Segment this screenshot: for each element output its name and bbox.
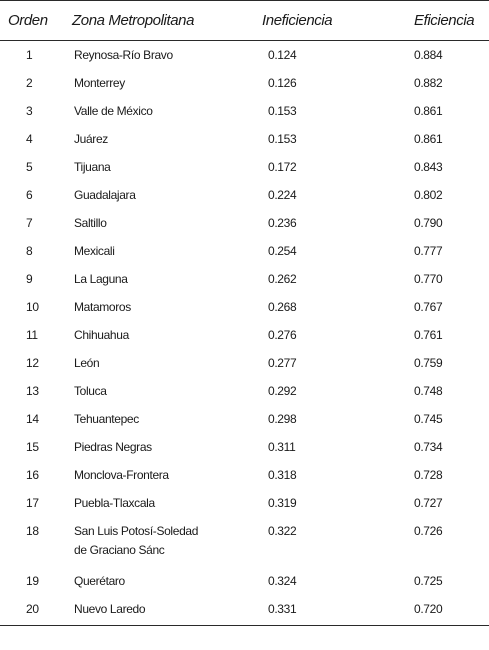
table-row [0, 377, 489, 405]
cell-zona: Tehuantepec [74, 412, 139, 426]
cell-zona: Juárez [74, 132, 108, 146]
cell-ineficiencia: 0.311 [268, 440, 296, 454]
cell-eficiencia: 0.759 [414, 356, 443, 370]
cell-eficiencia: 0.761 [414, 328, 443, 342]
cell-ineficiencia: 0.324 [268, 574, 297, 588]
cell-ineficiencia: 0.268 [268, 300, 297, 314]
cell-eficiencia: 0.777 [414, 244, 443, 258]
cell-eficiencia: 0.725 [414, 574, 443, 588]
cell-ineficiencia: 0.277 [268, 356, 297, 370]
cell-orden: 13 [26, 384, 39, 398]
cell-orden: 17 [26, 496, 39, 510]
cell-orden: 11 [26, 328, 38, 342]
cell-eficiencia: 0.884 [414, 48, 443, 62]
cell-zona: Toluca [74, 384, 107, 398]
cell-zona: Monterrey [74, 76, 125, 90]
header-eficiencia: Eficiencia [356, 1, 489, 41]
cell-ineficiencia: 0.153 [268, 104, 297, 118]
cell-eficiencia: 0.728 [414, 468, 443, 482]
table-row [0, 125, 489, 153]
cell-orden: 7 [26, 216, 33, 230]
cell-orden: 9 [26, 272, 33, 286]
cell-zona: Querétaro [74, 574, 125, 588]
cell-orden: 2 [26, 76, 33, 90]
cell-zona: Chihuahua [74, 328, 129, 342]
cell-eficiencia: 0.726 [414, 524, 443, 538]
cell-zona: Matamoros [74, 300, 131, 314]
cell-eficiencia: 0.861 [414, 132, 443, 146]
table-row [0, 567, 489, 595]
cell-eficiencia: 0.720 [356, 595, 489, 626]
cell-ineficiencia: 0.236 [268, 216, 297, 230]
cell-ineficiencia: 0.276 [268, 328, 297, 342]
cell-ineficiencia: 0.172 [268, 160, 297, 174]
cell-eficiencia: 0.734 [414, 440, 443, 454]
cell-ineficiencia: 0.319 [268, 496, 297, 510]
cell-zona: Tijuana [74, 160, 111, 174]
cell-zona: Valle de México [74, 104, 153, 118]
cell-ineficiencia: 0.292 [268, 384, 297, 398]
table-row [0, 293, 489, 321]
header-row [0, 1, 489, 41]
table-row [0, 489, 489, 517]
cell-zona-line: de Graciano Sánc [74, 543, 165, 557]
table-row [0, 69, 489, 97]
cell-eficiencia: 0.745 [414, 412, 443, 426]
cell-eficiencia: 0.861 [414, 104, 443, 118]
header-zona-metropolitana: Zona Metropolitana [64, 1, 236, 41]
cell-zona: Reynosa-Río Bravo [74, 48, 173, 62]
cell-orden: 19 [26, 574, 39, 588]
cell-zona: Saltillo [74, 216, 107, 230]
table-row [0, 461, 489, 489]
table-row [0, 181, 489, 209]
table-row [0, 433, 489, 461]
cell-ineficiencia: 0.322 [268, 524, 297, 538]
cell-ineficiencia: 0.153 [268, 132, 297, 146]
cell-zona: La Laguna [74, 272, 128, 286]
cell-orden: 14 [26, 412, 39, 426]
cell-ineficiencia: 0.126 [268, 76, 297, 90]
cell-orden: 18 [26, 524, 39, 538]
table-row [0, 153, 489, 181]
cell-zona: Guadalajara [74, 188, 136, 202]
cell-eficiencia: 0.770 [414, 272, 443, 286]
cell-ineficiencia: 0.224 [268, 188, 297, 202]
cell-orden: 10 [26, 300, 39, 314]
cell-zona: Mexicali [74, 244, 115, 258]
table-row [0, 237, 489, 265]
cell-orden: 12 [26, 356, 39, 370]
table-body [0, 41, 489, 626]
cell-eficiencia: 0.727 [414, 496, 443, 510]
cell-ineficiencia: 0.124 [268, 48, 297, 62]
table-row [0, 405, 489, 433]
cell-orden: 4 [26, 132, 33, 146]
cell-orden: 16 [26, 468, 39, 482]
cell-orden: 20 [0, 595, 64, 626]
table-row [0, 321, 489, 349]
cell-ineficiencia: 0.254 [268, 244, 297, 258]
table-row [0, 41, 489, 70]
cell-zona: Monclova-Frontera [74, 468, 169, 482]
cell-ineficiencia: 0.331 [236, 595, 356, 626]
cell-eficiencia: 0.882 [414, 76, 443, 90]
cell-ineficiencia: 0.262 [268, 272, 297, 286]
header-orden: Orden [0, 1, 64, 41]
table-row [0, 265, 489, 293]
cell-orden: 3 [26, 104, 33, 118]
cell-zona: Puebla-Tlaxcala [74, 496, 155, 510]
cell-orden: 6 [26, 188, 33, 202]
cell-zona: Nuevo Laredo [64, 595, 236, 626]
header-ineficiencia: Ineficiencia [236, 1, 356, 41]
table-row [0, 349, 489, 377]
cell-eficiencia: 0.790 [414, 216, 443, 230]
table-header [0, 1, 489, 41]
cell-ineficiencia: 0.318 [268, 468, 297, 482]
cell-orden: 8 [26, 244, 33, 258]
table-row [0, 595, 489, 626]
cell-zona [64, 517, 236, 567]
table-row [0, 517, 489, 567]
cell-zona-line: San Luis Potosí-Soledad [74, 524, 199, 538]
cell-eficiencia: 0.843 [414, 160, 443, 174]
cell-orden: 5 [26, 160, 33, 174]
cell-eficiencia: 0.767 [414, 300, 443, 314]
cell-orden: 1 [26, 48, 33, 62]
cell-zona: Piedras Negras [74, 440, 152, 454]
cell-eficiencia: 0.748 [414, 384, 443, 398]
cell-zona: León [74, 356, 100, 370]
cell-ineficiencia: 0.298 [268, 412, 297, 426]
cell-orden: 15 [26, 440, 39, 454]
table-row [0, 209, 489, 237]
cell-eficiencia: 0.802 [414, 188, 443, 202]
table-row [0, 97, 489, 125]
